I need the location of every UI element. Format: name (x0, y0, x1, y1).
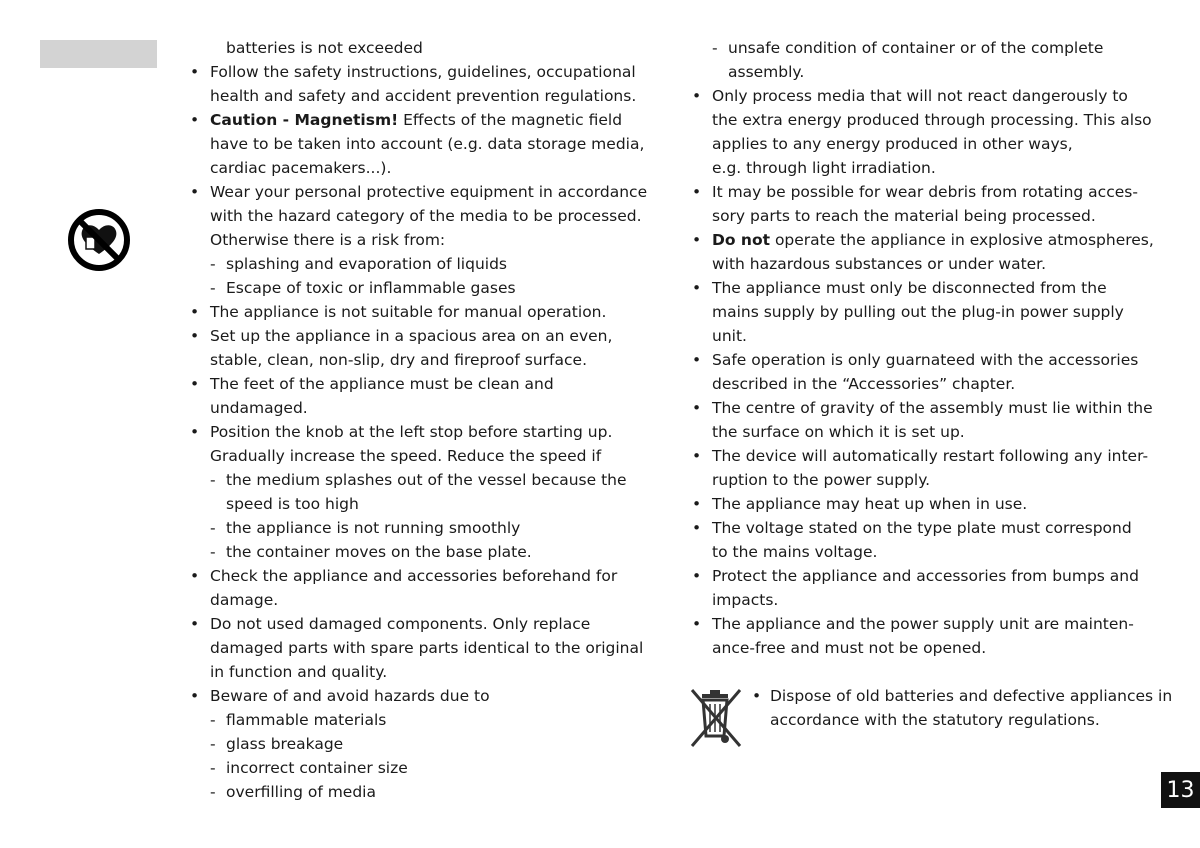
page-number: 13 (1161, 772, 1200, 808)
bullet-marker: • (692, 183, 702, 201)
bullet-marker: • (190, 423, 200, 441)
line-text: undamaged. (210, 399, 308, 417)
list-item-continuation (190, 348, 650, 372)
line-text: ruption to the power supply. (712, 471, 931, 489)
line-text: Dispose of old batteries and defective appliances in (770, 687, 1173, 705)
sub-list-item (190, 468, 650, 492)
list-item (692, 228, 1162, 252)
list-item (752, 684, 1173, 708)
bullet-marker: • (692, 231, 702, 249)
line-text: in function and quality. (210, 663, 388, 681)
left-column (190, 36, 650, 804)
line-text: Do not used damaged components. Only replace (210, 615, 591, 633)
list-item-continuation (190, 228, 650, 252)
line-text: e.g. through light irradiation. (712, 159, 936, 177)
list-item-continuation (692, 156, 1162, 180)
line-text: with hazardous substances or under water. (712, 255, 1047, 273)
list-item-continuation (190, 396, 650, 420)
crossed-out-wheelie-bin-icon (688, 684, 746, 752)
list-item (190, 612, 650, 636)
list-item-continuation (692, 588, 1162, 612)
line-text: It may be possible for wear debris from rotating acces- (712, 183, 1138, 201)
line-text: Beware of and avoid hazards due to (210, 687, 490, 705)
list-item (190, 372, 650, 396)
line-text: glass breakage (226, 735, 344, 753)
line-text: Check the appliance and accessories beforehand for (210, 567, 618, 585)
bullet-marker: • (190, 615, 200, 633)
line-text: the medium splashes out of the vessel because the (226, 471, 627, 489)
line-text: with the hazard category of the media to be processed. (210, 207, 642, 225)
line-text: to the mains voltage. (712, 543, 878, 561)
dash-marker: - (210, 255, 216, 273)
line-text: overfilling of media (226, 783, 376, 801)
line-text: stable, clean, non-slip, dry and fireproof surface. (210, 351, 587, 369)
list-item-continuation (190, 84, 650, 108)
dash-marker: - (210, 279, 216, 297)
list-item (692, 612, 1162, 636)
sub-list-item (190, 732, 650, 756)
dash-marker: - (210, 735, 216, 753)
dash-marker: - (210, 759, 216, 777)
list-item-continuation (692, 252, 1162, 276)
line-text: damaged parts with spare parts identical to the original (210, 639, 644, 657)
list-item-continuation (752, 708, 1162, 732)
line-text: Safe operation is only guarnateed with the accessories (712, 351, 1139, 369)
dispose-note (752, 684, 1173, 732)
sub-list-item-continuation (190, 492, 650, 516)
bullet-marker: • (190, 183, 200, 201)
sub-list-item (692, 36, 1162, 60)
line-text: The appliance and the power supply unit are mainten- (712, 615, 1134, 633)
line-text: ance-free and must not be opened. (712, 639, 987, 657)
line-text: Wear your personal protective equipment in accordance (210, 183, 648, 201)
bullet-marker: • (692, 399, 702, 417)
line-text: assembly. (728, 63, 805, 81)
list-item-continuation (692, 324, 1162, 348)
line-text: The feet of the appliance must be clean and (210, 375, 554, 393)
bullet-marker: • (190, 63, 200, 81)
sub-list-item-continuation (692, 60, 1162, 84)
dash-marker: - (210, 519, 216, 537)
line-text: Effects of the magnetic field (398, 111, 623, 129)
line-text: mains supply by pulling out the plug-in power supply (712, 303, 1124, 321)
list-item (190, 300, 650, 324)
line-text: operate the appliance in explosive atmospheres, (770, 231, 1154, 249)
list-item (190, 564, 650, 588)
list-item (692, 84, 1162, 108)
sub-list-item (190, 708, 650, 732)
list-item-continuation (190, 204, 650, 228)
line-text: Protect the appliance and accessories from bumps and (712, 567, 1139, 585)
dash-marker: - (210, 543, 216, 561)
line-text: have to be taken into account (e.g. data storage media, (210, 135, 645, 153)
sub-list-item (190, 780, 650, 804)
list-item (692, 516, 1162, 540)
list-item-continuation (692, 132, 1162, 156)
line-text: unit. (712, 327, 747, 345)
line-text: described in the “Accessories” chapter. (712, 375, 1016, 393)
list-item-continuation (190, 660, 650, 684)
list-item-continuation (190, 132, 650, 156)
line-text: applies to any energy produced in other ways, (712, 135, 1073, 153)
line-text: Only process media that will not react dangerously to (712, 87, 1128, 105)
list-item (692, 444, 1162, 468)
list-item (692, 180, 1162, 204)
bullet-marker: • (692, 87, 702, 105)
list-item (692, 492, 1162, 516)
list-item-continuation (692, 420, 1162, 444)
sub-list-item (190, 540, 650, 564)
bullet-marker: • (692, 351, 702, 369)
line-text: Follow the safety instructions, guidelines, occupational (210, 63, 636, 81)
list-item-continuation (190, 156, 650, 180)
line-text: batteries is not exceeded (226, 39, 423, 57)
line-text: Position the knob at the left stop before starting up. (210, 423, 613, 441)
bullet-marker: • (692, 447, 702, 465)
dash-marker: - (210, 783, 216, 801)
line-text: The voltage stated on the type plate must correspond (712, 519, 1132, 537)
sub-list-item (190, 252, 650, 276)
line-text: the surface on which it is set up. (712, 423, 965, 441)
line-text: splashing and evaporation of liquids (226, 255, 507, 273)
line-text: the appliance is not running smoothly (226, 519, 521, 537)
list-item (692, 396, 1162, 420)
line-text: The device will automatically restart following any inter- (712, 447, 1149, 465)
list-item (190, 684, 650, 708)
list-item-continuation (190, 588, 650, 612)
bullet-marker: • (190, 327, 200, 345)
bullet-marker: • (190, 567, 200, 585)
no-pacemaker-warning-icon (66, 207, 132, 273)
bullet-marker: • (692, 567, 702, 585)
line-text: The centre of gravity of the assembly must lie within the (712, 399, 1153, 417)
line-text: The appliance may heat up when in use. (712, 495, 1028, 513)
sub-list-item (190, 516, 650, 540)
list-item (190, 60, 650, 84)
line-text: impacts. (712, 591, 779, 609)
list-item-continuation (692, 108, 1162, 132)
line-text: flammable materials (226, 711, 387, 729)
list-item-continuation (692, 468, 1162, 492)
bullet-marker: • (752, 687, 762, 705)
line-text: unsafe condition of container or of the complete (728, 39, 1104, 57)
line-text: The appliance is not suitable for manual operation. (210, 303, 607, 321)
list-item-continuation (692, 372, 1162, 396)
list-item (190, 324, 650, 348)
list-item-continuation (692, 204, 1162, 228)
list-item (190, 108, 650, 132)
list-item-continuation (692, 300, 1162, 324)
bullet-marker: • (692, 495, 702, 513)
bullet-marker: • (190, 111, 200, 129)
line-text: Otherwise there is a risk from: (210, 231, 446, 249)
list-item (692, 564, 1162, 588)
list-item-continuation (692, 540, 1162, 564)
line-text: The appliance must only be disconnected from the (712, 279, 1107, 297)
bullet-marker: • (692, 279, 702, 297)
sub-list-item (190, 756, 650, 780)
sub-list-item (190, 276, 650, 300)
bullet-marker: • (692, 615, 702, 633)
list-item (692, 276, 1162, 300)
line-text: the container moves on the base plate. (226, 543, 532, 561)
line-text: damage. (210, 591, 279, 609)
list-item (190, 420, 650, 444)
dash-marker: - (210, 711, 216, 729)
right-column (692, 36, 1162, 660)
dash-marker: - (210, 471, 216, 489)
bold-emphasis: Caution - Magnetism! (210, 111, 399, 129)
bullet-marker: • (190, 687, 200, 705)
bullet-marker: • (190, 303, 200, 321)
line-text: incorrect container size (226, 759, 408, 777)
list-item-continuation (692, 636, 1162, 660)
list-item-continuation (190, 636, 650, 660)
line-text: accordance with the statutory regulations. (770, 711, 1100, 729)
section-tab-marker (40, 40, 157, 68)
bold-emphasis: Do not (712, 231, 771, 249)
list-item (190, 180, 650, 204)
line-text: sory parts to reach the material being processed. (712, 207, 1096, 225)
bullet-marker: • (692, 519, 702, 537)
line-text: Gradually increase the speed. Reduce the speed if (210, 447, 602, 465)
list-item-continuation (190, 444, 650, 468)
line-text: Set up the appliance in a spacious area on an even, (210, 327, 613, 345)
line-text: health and safety and accident prevention regulations. (210, 87, 637, 105)
list-item (692, 348, 1162, 372)
line-text: speed is too high (226, 495, 359, 513)
line-text: Escape of toxic or inflammable gases (226, 279, 516, 297)
line-text: the extra energy produced through processing. This also (712, 111, 1152, 129)
line-text: cardiac pacemakers...). (210, 159, 392, 177)
sub-list-item-continuation (190, 36, 650, 60)
bullet-marker: • (190, 375, 200, 393)
dash-marker: - (712, 39, 718, 57)
